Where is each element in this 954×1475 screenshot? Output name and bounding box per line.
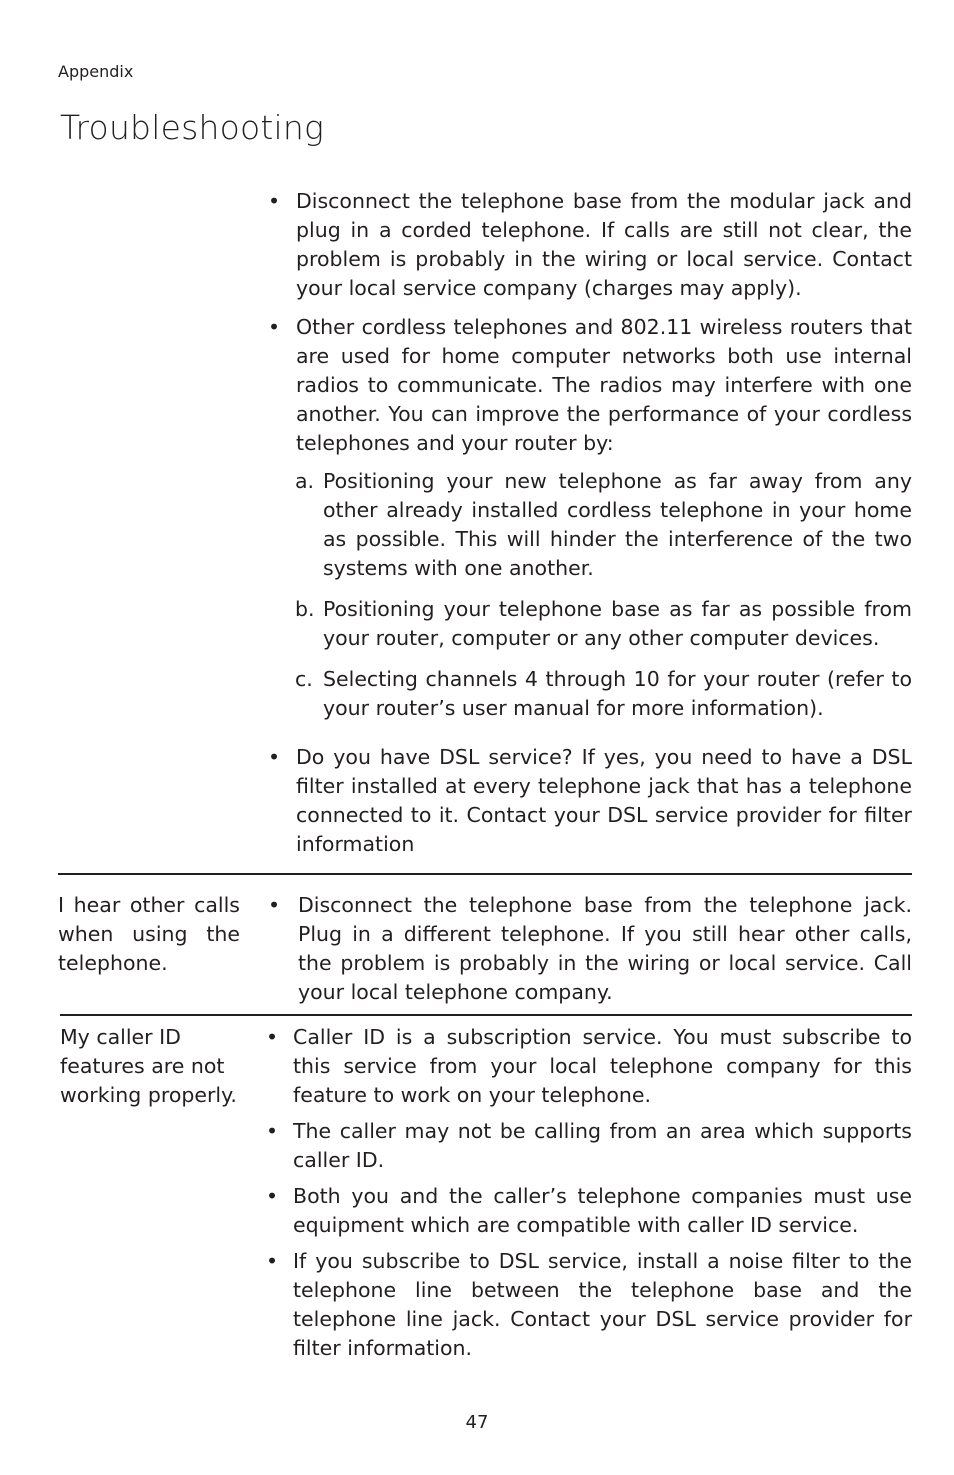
bullet-text: Both you and the caller’s telephone companies must use equipment which are compatible with caller ID service. [293, 1184, 912, 1237]
bullet-text: Other cordless telephones and 802.11 wireless routers that are used for home computer networks both use internal radios to communicate. The radios may interfere with one another. You can improve the performance of your cordless telephones and your router by: [296, 315, 912, 455]
problem-caller-id: My caller ID features are not working properly. [60, 1025, 237, 1107]
sub-item-text: Positioning your new telephone as far away from any other already installed cordless telephone in your home as possible. This will hinder the interference of the two systems with one another. [323, 469, 912, 580]
bullet-text: The caller may not be calling from an area which supports caller ID. [293, 1119, 912, 1172]
bullet-text: Do you have DSL service? If yes, you need to have a DSL filter installed at every telephone jack that has a telephone connected to it. Contact your DSL service provider for filter information [296, 745, 912, 856]
row-divider [60, 1014, 912, 1016]
row-divider [58, 873, 912, 875]
bullet-dot: • [266, 1025, 279, 1049]
sub-list [268, 467, 912, 723]
bullet-dot: • [268, 189, 281, 213]
bullet-dot: • [268, 893, 281, 917]
solution-bullet [268, 743, 912, 859]
bullet-dot: • [268, 315, 281, 339]
sub-item [295, 595, 912, 653]
sub-item-letter: c. [295, 667, 313, 691]
page-number: 47 [465, 1412, 489, 1433]
problem-other-calls: I hear other calls when using the telephone. [58, 893, 240, 975]
section-label: Appendix [58, 62, 134, 81]
bullet-dot: • [266, 1184, 279, 1208]
bullet-dot: • [268, 745, 281, 769]
solution-bullet [266, 1023, 912, 1110]
solution-cell-other-calls [268, 891, 912, 1007]
solution-cell-continued [268, 187, 912, 859]
solution-bullet [266, 1247, 912, 1363]
solution-bullet [268, 313, 912, 458]
sub-item [295, 467, 912, 583]
bullet-text: Caller ID is a subscription service. You must subscribe to this service from your local telephone company for this feature to work on your telephone. [293, 1025, 912, 1107]
solution-bullet [266, 1182, 912, 1240]
sub-item-letter: a. [295, 469, 315, 493]
sub-item [295, 665, 912, 723]
solution-cell-caller-id [266, 1023, 912, 1363]
sub-item-text: Positioning your telephone base as far as possible from your router, computer or any other computer devices. [323, 597, 912, 650]
solution-bullet [268, 891, 912, 1007]
bullet-dot: • [266, 1249, 279, 1273]
sub-item-letter: b. [295, 597, 315, 621]
page-title: Troubleshooting [60, 108, 324, 147]
bullet-dot: • [266, 1119, 279, 1143]
solution-bullet [268, 187, 912, 303]
bullet-text: If you subscribe to DSL service, install a noise filter to the telephone line between the telephone base and the telephone line jack. Contact your DSL service provider for filter information. [293, 1249, 912, 1360]
solution-bullet [266, 1117, 912, 1175]
bullet-text: Disconnect the telephone base from the modular jack and plug in a corded telephone. If calls are still not clear, the problem is probably in the wiring or local service. Contact your local service company (charges may apply). [296, 189, 912, 300]
bullet-text: Disconnect the telephone base from the telephone jack. Plug in a different telephone. If you still hear other calls, the problem is probably in the wiring or local service. Call your local telephone company. [298, 893, 912, 1004]
sub-item-text: Selecting channels 4 through 10 for your router (refer to your router’s user manual for more information). [323, 667, 912, 720]
